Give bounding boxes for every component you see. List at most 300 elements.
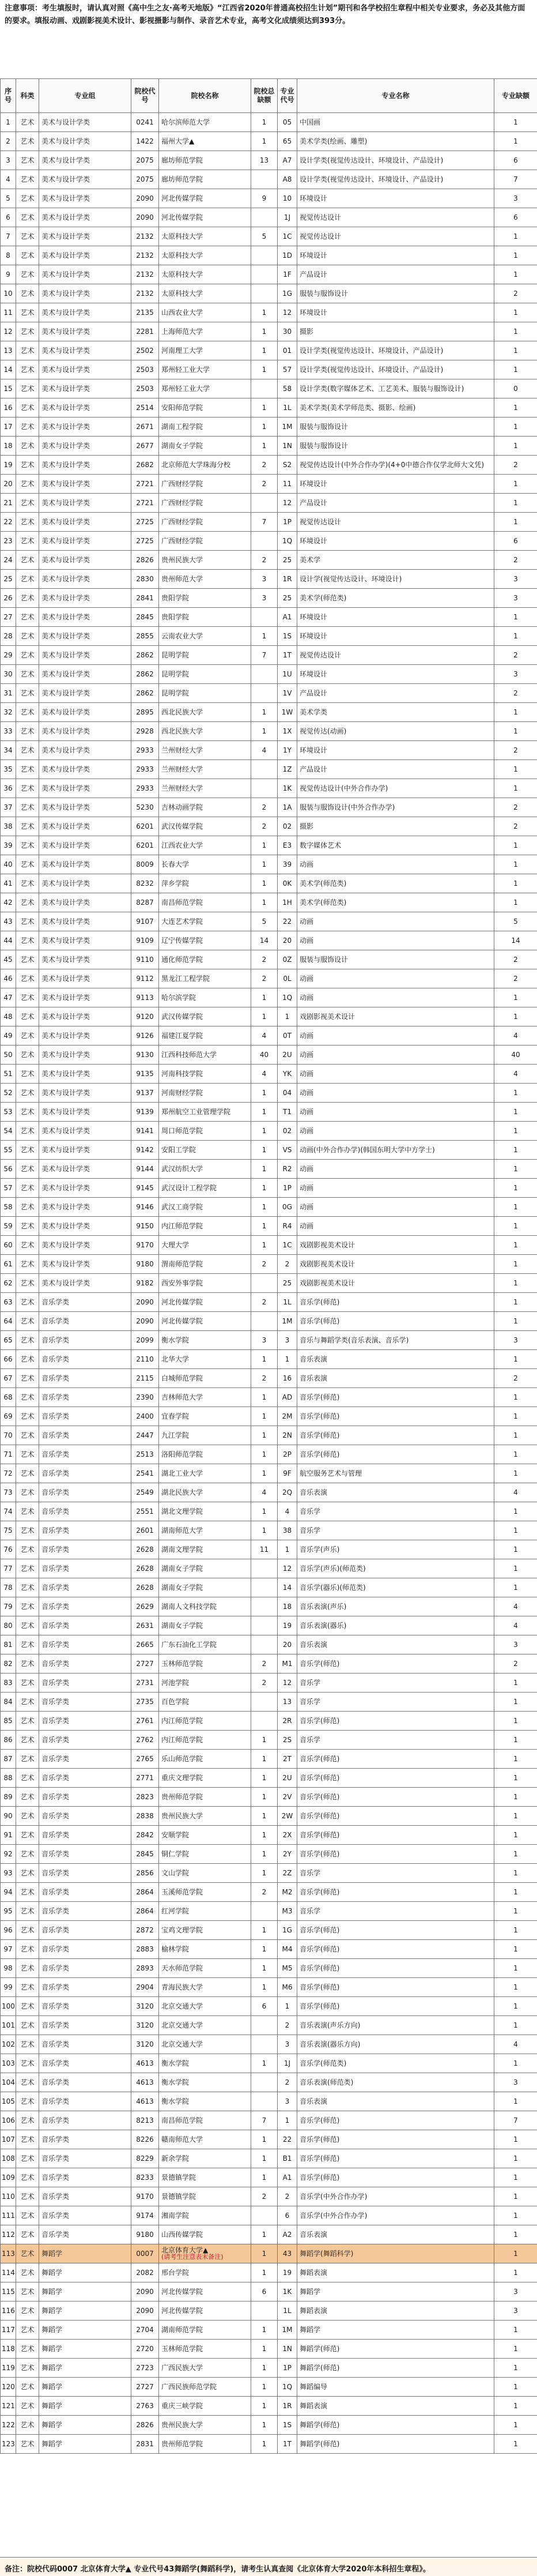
cell-group-text: 美术与设计学类 [41,594,90,602]
cell-school-code [131,2282,159,2302]
cell-school-name [159,2206,251,2225]
cell-school-code [131,2016,159,2035]
cell-school-total [251,265,278,284]
cell-school-code-text: 2823 [136,1793,154,1801]
cell-school-name [159,456,251,475]
cell-major-code-text: 30 [282,328,292,336]
cell-major-code-text: A7 [282,156,292,164]
cell-no-text: 106 [2,2116,15,2124]
cell-no [1,1654,16,1674]
cell-major-quota-text: 1 [513,1793,518,1801]
cell-major-name-text: 服装与服饰设计 [300,442,349,450]
table-row [1,1693,537,1712]
cell-no-text: 85 [3,1717,13,1725]
cell-group-text: 美术与设计学类 [41,1241,90,1249]
cell-major-code [278,2092,297,2111]
cell-major-quota [494,1046,537,1065]
cell-school-total [251,722,278,741]
table-row [1,1826,537,1845]
cell-no-text: 97 [3,1945,13,1953]
cell-school-total [251,1084,278,1103]
cell-major-quota [494,284,537,303]
cell-major-name [297,398,494,418]
cell-school-code-text: 2400 [136,1412,154,1420]
cell-school-code [131,2435,159,2454]
cell-major-code-text: 04 [282,1089,292,1097]
cell-school-name [159,912,251,931]
cell-major-quota [494,1369,537,1388]
cell-major-name-text: 环境设计 [300,670,328,678]
cell-major-code-text: 1T [283,2440,292,2448]
cell-no-text: 53 [3,1108,13,1116]
cell-major-code [278,284,297,303]
cell-major-code [278,665,297,684]
cell-school-name-text: 湖南女子学院 [161,1565,203,1573]
cell-major-quota-text: 1 [513,1013,518,1021]
cell-group-text: 美术与设计学类 [41,1203,90,1211]
table-row [1,1712,537,1731]
cell-type [16,608,39,627]
cell-group [39,1578,131,1597]
cell-school-name [159,1959,251,1978]
cell-type [16,1407,39,1426]
cell-major-name-text: 动画 [300,937,314,945]
cell-school-name [159,1217,251,1236]
cell-school-code-text: 9113 [136,994,154,1002]
cell-school-code [131,2302,159,2321]
cell-major-quota-text: 1 [513,2421,518,2429]
cell-type-text: 艺术 [20,575,35,583]
cell-major-code [278,2397,297,2416]
cell-school-name [159,1179,251,1198]
cell-major-quota-text: 1 [513,1108,518,1116]
cell-school-name [159,551,251,570]
cell-major-code [278,1788,297,1807]
cell-major-name [297,1540,494,1559]
cell-major-name [297,1521,494,1540]
cell-major-name-text: 音乐学(师范) [300,1812,340,1820]
cell-no-text: 23 [3,537,13,545]
cell-school-name [159,836,251,855]
cell-no [1,227,16,246]
cell-no [1,912,16,931]
cell-group [39,855,131,874]
cell-major-quota-text: 40 [511,1051,520,1059]
cell-school-total [251,2302,278,2321]
cell-school-name [159,437,251,456]
cell-school-total [251,1293,278,1312]
cell-school-total [251,341,278,360]
cell-school-code [131,1483,159,1502]
cell-school-code-text: 2132 [136,232,154,240]
cell-no [1,1065,16,1084]
cell-school-code [131,437,159,456]
cell-group-text: 美术与设计学类 [41,708,90,716]
cell-no-text: 22 [3,518,13,526]
cell-school-code [131,265,159,284]
cell-school-name-text: 玉林师范学院 [161,2345,203,2353]
table-row [1,2073,537,2092]
cell-type [16,1712,39,1731]
cell-type-text: 艺术 [20,1888,35,1896]
cell-no-text: 59 [3,1222,13,1230]
cell-major-code [278,1350,297,1369]
cell-no [1,684,16,703]
cell-school-total-text: 1 [262,1755,267,1763]
cell-group [39,1616,131,1635]
cell-no-text: 95 [3,1907,13,1915]
cell-school-name [159,1807,251,1826]
cell-type [16,665,39,684]
cell-school-code-text: 9112 [136,975,154,983]
table-row [1,2225,537,2244]
cell-type-text: 艺术 [20,556,35,564]
cell-major-name [297,2168,494,2187]
col-header-school-code: 院校代号 [131,79,159,113]
cell-type [16,1464,39,1483]
cell-no [1,646,16,665]
cell-type [16,779,39,798]
cell-school-total [251,2035,278,2054]
cell-school-code-text: 9180 [136,2231,154,2239]
cell-major-quota-text: 1 [513,347,518,355]
table-row [1,1654,537,1674]
cell-school-name-text: 黑龙江工程学院 [161,975,210,983]
cell-school-code [131,170,159,189]
cell-no [1,2092,16,2111]
cell-no [1,341,16,360]
cell-no [1,1388,16,1407]
cell-major-quota [494,1578,537,1597]
cell-major-name [297,703,494,722]
cell-type-text: 艺术 [20,2002,35,2010]
cell-major-quota-text: 1 [513,2383,518,2391]
cell-type-text: 艺术 [20,1736,35,1744]
cell-major-name [297,170,494,189]
cell-major-quota-text: 1 [513,1869,518,1877]
cell-no [1,1864,16,1883]
table-row [1,2149,537,2168]
cell-school-total [251,1883,278,1902]
cell-type [16,1445,39,1464]
cell-major-code [278,2206,297,2225]
cell-school-code [131,988,159,1007]
cell-school-name-text: 南昌师范学院 [161,898,203,907]
cell-school-name-text: 大理大学 [161,1241,190,1249]
cell-major-name [297,1141,494,1160]
cell-major-name [297,551,494,570]
cell-school-total-text: 2 [262,822,267,830]
cell-school-name [159,2244,251,2263]
cell-group [39,1026,131,1046]
cell-type-text: 艺术 [20,499,35,507]
cell-school-code-text: 2551 [136,1507,154,1515]
cell-group-text: 舞蹈学 [41,2288,63,2296]
cell-school-code [131,2244,159,2263]
cell-group [39,779,131,798]
cell-school-name-text: 衡水学院 [161,2078,190,2086]
cell-major-quota [494,132,537,151]
cell-no [1,1540,16,1559]
cell-major-quota-text: 1 [513,898,518,907]
cell-no-text: 25 [3,575,13,583]
cell-no [1,1693,16,1712]
cell-major-quota-text: 1 [513,442,518,450]
cell-school-code [131,2054,159,2073]
cell-no [1,1521,16,1540]
cell-group-text: 美术与设计学类 [41,746,90,754]
cell-school-name [159,608,251,627]
cell-school-code-text: 2831 [136,2440,154,2448]
cell-type [16,912,39,931]
cell-no [1,1807,16,1826]
cell-school-name-text: 邢台学院 [161,2269,190,2277]
table-row [1,1236,537,1255]
cell-school-total [251,2397,278,2416]
cell-group-text: 美术与设计学类 [41,1108,90,1116]
cell-type [16,2435,39,2454]
cell-school-total [251,513,278,532]
cell-major-quota-text: 0 [513,385,518,393]
cell-no [1,2187,16,2206]
cell-school-name [159,246,251,265]
cell-school-name [159,151,251,170]
cell-major-quota-text: 3 [513,2288,518,2296]
cell-group-text: 美术与设计学类 [41,1051,90,1059]
cell-major-name [297,570,494,589]
cell-school-name-text: 通化师范学院 [161,956,203,964]
cell-major-code-text: 1S [282,2421,292,2429]
cell-major-quota [494,2378,537,2397]
cell-no [1,2111,16,2130]
cell-no-text: 6 [6,213,10,221]
cell-major-quota [494,1674,537,1693]
cell-group-text: 音乐学类 [41,1374,70,1382]
cell-major-name [297,227,494,246]
cell-major-name-text: 音乐表演(声乐) [300,1603,347,1611]
cell-school-code-text: 8229 [136,2154,154,2163]
cell-school-code [131,1616,159,1635]
cell-major-code [278,836,297,855]
cell-major-name [297,532,494,551]
cell-major-code [278,589,297,608]
cell-major-quota [494,855,537,874]
cell-major-code [278,1312,297,1331]
cell-school-code-text: 2762 [136,1736,154,1744]
cell-school-total [251,284,278,303]
cell-major-quota-text: 1 [513,2021,518,2029]
cell-major-code-text: 1R [282,575,292,583]
cell-major-name [297,2225,494,2244]
cell-school-code-text: 2826 [136,556,154,564]
cell-no-text: 50 [3,1051,13,1059]
cell-group [39,1198,131,1217]
cell-major-name [297,1997,494,2016]
cell-major-name-text: 音乐表演(器乐方向) [300,2040,361,2048]
cell-major-code-text: 1M [282,423,293,431]
cell-school-total [251,988,278,1007]
cell-school-name-text: 玉溪师范学院 [161,1888,203,1896]
cell-group-text: 音乐学类 [41,1888,70,1896]
cell-type [16,1141,39,1160]
cell-school-total [251,798,278,817]
cell-school-name [159,1407,251,1426]
cell-group-text: 美术与设计学类 [41,156,90,164]
cell-major-code-text: 1D [282,251,292,260]
cell-group [39,931,131,950]
cell-type-text: 艺术 [20,1584,35,1592]
cell-major-name [297,2244,494,2263]
cell-school-name-text: 兰州财经大学 [161,784,203,792]
table-row [1,2130,537,2149]
cell-school-total-text: 6 [262,2002,267,2010]
cell-no [1,513,16,532]
cell-school-name-text: 宜春学院 [161,1412,190,1420]
cell-major-quota [494,1997,537,2016]
cell-school-code [131,2359,159,2378]
cell-school-name-text: 衡水学院 [161,2059,190,2067]
cell-school-name [159,646,251,665]
cell-no-text: 66 [3,1355,13,1363]
cell-major-quota [494,475,537,494]
cell-major-quota [494,1883,537,1902]
cell-major-name-text: 动画 [300,1070,314,1078]
cell-type [16,1293,39,1312]
cell-major-quota-text: 1 [513,860,518,868]
cell-group-text: 舞蹈学 [41,2364,63,2372]
cell-major-name-text: 音乐学(师范) [300,2002,340,2010]
cell-school-code [131,1521,159,1540]
cell-no-text: 40 [3,860,13,868]
cell-school-total [251,1864,278,1883]
cell-no-text: 87 [3,1755,13,1763]
cell-major-name-text: 音乐学(师范) [300,1850,340,1858]
cell-type [16,627,39,646]
cell-no-text: 49 [3,1032,13,1040]
cell-type-text: 艺术 [20,1565,35,1573]
cell-school-code-text: 2928 [136,727,154,735]
cell-group-text: 音乐学类 [41,2040,70,2048]
cell-no [1,151,16,170]
cell-school-code-text: 2845 [136,1850,154,1858]
cell-school-name-text: 江西科技师范大学 [161,1051,217,1059]
cell-major-name-text: 视觉传达设计 [300,232,342,240]
cell-school-name-text: 武汉设计工程学院 [161,1184,217,1192]
table-row [1,341,537,360]
cell-major-name-text: 动画 [300,860,314,868]
cell-school-name [159,189,251,208]
cell-school-name [159,2016,251,2035]
cell-major-code-text: 1M [282,2326,293,2334]
cell-major-name-text: 视觉传达设计(中外合作办学) [300,784,388,792]
cell-major-code [278,551,297,570]
cell-major-code-text: 3 [285,1336,290,1344]
cell-no-text: 90 [3,1812,13,1820]
cell-school-code [131,456,159,475]
cell-major-name [297,418,494,437]
cell-major-name [297,1160,494,1179]
cell-major-quota [494,760,537,779]
cell-type [16,227,39,246]
cell-school-name [159,1788,251,1807]
cell-major-quota [494,1597,537,1616]
cell-group [39,1864,131,1883]
cell-school-code-text: 2447 [136,1431,154,1439]
cell-school-total [251,1807,278,1826]
cell-school-code [131,1578,159,1597]
cell-group [39,722,131,741]
cell-type [16,2168,39,2187]
table-row [1,2282,537,2302]
cell-major-code-text: VS [282,1146,292,1154]
cell-group-text: 音乐学类 [41,2021,70,2029]
cell-major-code-text: 01 [282,347,292,355]
cell-school-code [131,2168,159,2187]
cell-school-code [131,1540,159,1559]
cell-major-name [297,2340,494,2359]
cell-no [1,189,16,208]
cell-group [39,2263,131,2282]
cell-school-name [159,950,251,969]
cell-major-code-text: 1P [283,518,292,526]
cell-group-text: 舞蹈学 [41,2326,63,2334]
cell-major-code-text: M2 [282,1888,293,1896]
cell-group [39,418,131,437]
cell-major-quota [494,1921,537,1940]
cell-school-code [131,208,159,227]
cell-major-code [278,1369,297,1388]
cell-type [16,2130,39,2149]
cell-major-name [297,798,494,817]
cell-no [1,1255,16,1274]
cell-major-quota [494,912,537,931]
cell-school-code [131,703,159,722]
cell-major-code-text: 2R [282,1717,292,1725]
cell-school-name [159,2111,251,2130]
cell-school-total [251,931,278,950]
cell-type-text: 艺术 [20,2021,35,2029]
cell-school-total [251,1331,278,1350]
cell-school-code [131,1864,159,1883]
cell-group [39,988,131,1007]
cell-group [39,2378,131,2397]
cell-major-code [278,1616,297,1635]
cell-major-quota [494,1103,537,1122]
cell-major-code-text: 1Q [282,2383,293,2391]
cell-major-quota-text: 4 [513,1603,518,1611]
cell-major-code-text: 39 [282,860,292,868]
table-row [1,1293,537,1312]
cell-school-code-text: 2090 [136,2288,154,2296]
cell-group [39,627,131,646]
cell-major-code-text: 1J [283,213,291,221]
cell-school-total [251,1198,278,1217]
cell-no-text: 28 [3,632,13,640]
cell-major-quota-text: 1 [513,1983,518,1991]
cell-school-name-text: 贵阳学院 [161,594,190,602]
cell-major-code-text: 1V [282,689,292,697]
cell-no [1,760,16,779]
cell-major-quota-text: 1 [513,2326,518,2334]
cell-type [16,360,39,379]
cell-school-total-text: 1 [262,994,267,1002]
cell-no-text: 58 [3,1203,13,1211]
cell-major-name-text: 动画 [300,1127,314,1135]
cell-group-text: 音乐学类 [41,2212,70,2220]
cell-school-total-text: 9 [262,194,267,202]
cell-no [1,2302,16,2321]
cell-group-text: 美术与设计学类 [41,1127,90,1135]
